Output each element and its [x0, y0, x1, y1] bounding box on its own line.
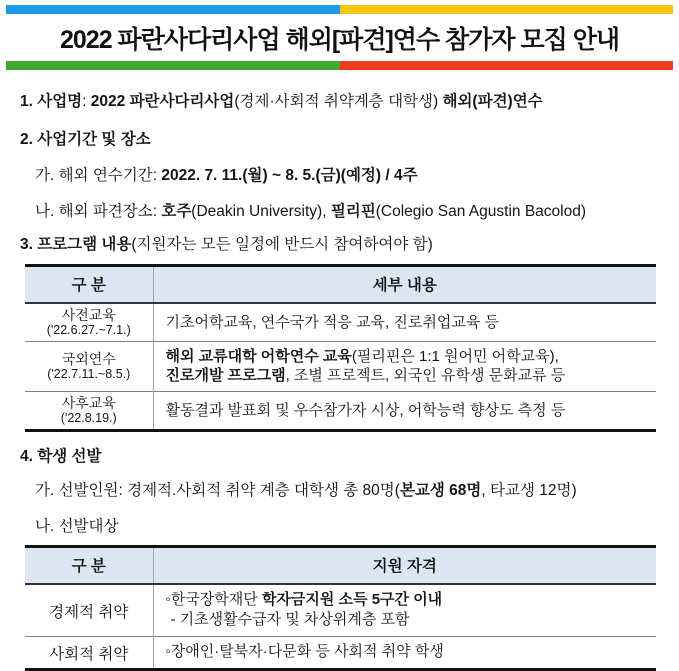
notice-header: [0, 0, 679, 70]
location-country-1: 호주: [161, 203, 192, 220]
row-label-cell: [25, 342, 153, 392]
eligibility-table-header-qualification: 지원 자격: [153, 547, 656, 585]
notice-body: [0, 70, 679, 671]
rule-bottom-red-segment: [340, 61, 674, 70]
location-label: 나. 해외 파견장소:: [35, 203, 162, 220]
row-content-line-1: [166, 590, 649, 610]
program-table-header-row: [25, 266, 656, 304]
content-bold: 진로개발 프로그램: [165, 367, 286, 384]
row-label-cell: [25, 392, 153, 431]
section-2-item-ga-period: [20, 166, 661, 186]
row-label-cell: [25, 303, 153, 342]
section-3-heading: [20, 235, 661, 255]
row-content-cell: [153, 303, 656, 342]
page-title: 2022 파란사다리사업 해외[파견]연수 참가자 모집 안내: [60, 26, 619, 54]
content-bold: 학자금지원 소득 5구간 이내: [261, 591, 443, 608]
section-2-item-na-location: [20, 202, 661, 222]
row-content-text: 활동결과 발표회 및 우수참가자 시상, 어학능력 향상도 측정 등: [165, 401, 566, 419]
location-detail-2: (Colegio San Agustin Bacolod): [375, 203, 586, 220]
section-1-target-note: (경제·사회적 취약계층 대학생): [234, 93, 443, 110]
headcount-other-students: , 타교생 12명): [481, 482, 577, 499]
section-4-item-ga-headcount: [20, 481, 661, 501]
rule-top-blue-segment: [6, 5, 340, 14]
eligibility-table-header-row: [25, 547, 656, 585]
row-content-cell: [153, 584, 656, 637]
table-row-social-disadvantage: [25, 637, 656, 670]
row-label-name: 경제적 취약: [49, 603, 129, 621]
content-bold: 해외 교류대학 어학연수 교육: [165, 348, 352, 365]
section-1-project-name: [20, 92, 661, 112]
section-1-program-name: 2022 파란사다리사업: [90, 93, 235, 110]
row-label-date: ('22.6.27.~7.1.): [46, 323, 131, 337]
rule-top-yellow-segment: [340, 5, 674, 14]
row-label-name: 사후교육: [61, 395, 116, 411]
table-row-pre-education: [25, 303, 656, 342]
program-table: [25, 264, 656, 432]
row-label-name: 국외연수: [61, 351, 116, 367]
content-pre: ◦한국장학재단: [165, 591, 262, 608]
section-3-heading-note: (지원자는 모든 일정에 반드시 참여하여야 함): [131, 236, 433, 253]
header-rule-top: [6, 5, 673, 14]
period-value: 2022. 7. 11.(월) ~ 8. 5.(금)(예정) / 4주: [161, 167, 418, 184]
headcount-home-students: 본교생 68명: [399, 482, 482, 499]
content-rest: (필리핀은 1:1 원어민 어학교육),: [351, 348, 559, 365]
row-label-date: ('22.8.19.): [60, 411, 117, 425]
table-row-post-education: [25, 392, 656, 431]
row-content-line-1: [166, 347, 649, 366]
row-label-name: 사회적 취약: [49, 645, 129, 663]
row-content-line-2: - 기초생활수급자 및 차상위계층 포함: [170, 611, 410, 628]
eligibility-table: [25, 545, 656, 671]
row-content-cell: [153, 392, 656, 431]
section-1-number-label: 1. 사업명: [20, 93, 83, 110]
row-label-name: 사전교육: [61, 307, 116, 323]
section-1-colon: :: [82, 93, 91, 110]
header-rule-bottom: [6, 61, 673, 70]
row-label-date: ('22.7.11.~8.5.): [47, 367, 131, 381]
location-country-2: 필리핀: [330, 203, 376, 220]
section-3-heading-bold: 3. 프로그램 내용: [20, 236, 132, 253]
section-1-training-type: 해외(파견)연수: [442, 93, 543, 110]
row-label-cell: [25, 637, 153, 670]
program-table-header-category: 구 분: [25, 266, 153, 304]
section-4-item-na-target: 나. 선발대상: [35, 518, 119, 535]
location-detail-1: (Deakin University),: [191, 203, 331, 220]
rule-bottom-green-segment: [6, 61, 340, 70]
period-label: 가. 해외 연수기간:: [35, 167, 162, 184]
eligibility-table-header-category: 구 분: [25, 547, 153, 585]
row-content-text: 기초어학교육, 연수국가 적응 교육, 진로취업교육 등: [165, 313, 499, 331]
content-rest: , 조별 프로젝트, 외국인 유학생 문화교류 등: [285, 367, 566, 384]
section-2-heading: 2. 사업기간 및 장소: [20, 131, 151, 148]
row-content-text: ◦장애인·탈북자·다문화 등 사회적 취약 학생: [165, 643, 444, 660]
program-table-header-detail: 세부 내용: [153, 266, 656, 304]
row-content-line-2: [166, 366, 649, 385]
table-row-overseas-training: [25, 342, 656, 392]
row-label-cell: [25, 584, 153, 637]
headcount-text: 가. 선발인원: 경제적.사회적 취약 계층 대학생 총 80명(: [35, 482, 400, 499]
table-row-economic-disadvantage: [25, 584, 656, 637]
row-content-cell: [153, 342, 656, 392]
row-content-cell: [153, 637, 656, 670]
section-4-heading: 4. 학생 선발: [20, 448, 102, 465]
